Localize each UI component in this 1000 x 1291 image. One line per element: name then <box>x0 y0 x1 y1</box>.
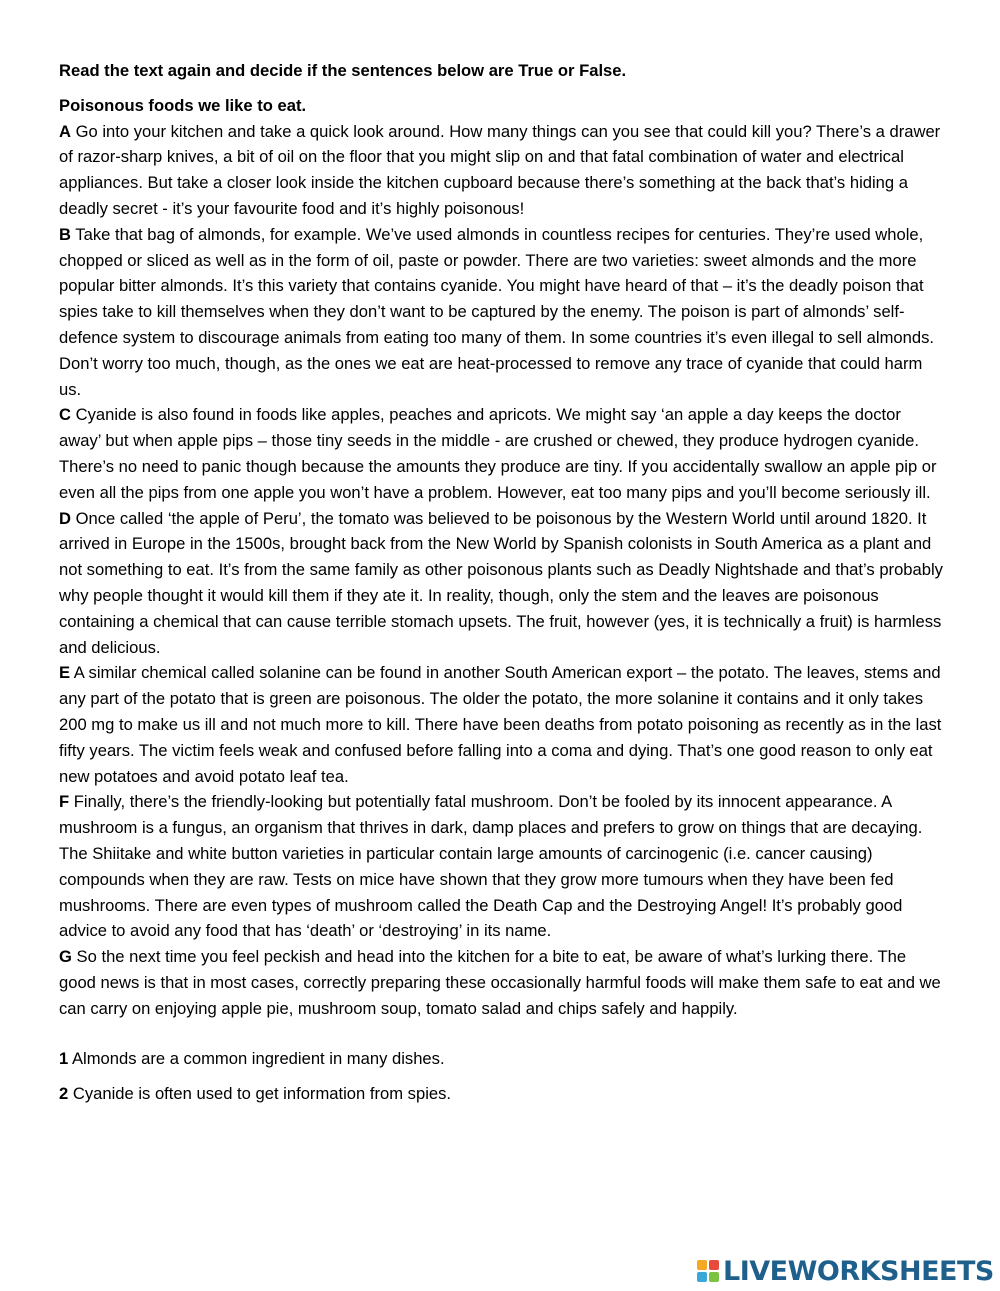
logo-square-orange <box>697 1260 707 1270</box>
question-number: 2 <box>59 1084 69 1104</box>
instruction-text: Read the text again and decide if the sentences below are True or False. <box>59 61 627 80</box>
paragraph-text: Take that bag of almonds, for example. We’ve used almonds in countless recipes for centuries. They’re used whole, chopped or sliced as well as in the form of oil, paste or powder. There are two varieties: sweet almonds and the more popular bitter almonds. It’s this variety that contains cyanide. You might have heard of that – it’s the deadly poison that spies take to kill themselves when they don’t want to be captured by the enemy. The poison is part of almonds’ self-defence system to discourage animals from eating too many of them. In some countries it’s even illegal to sell almonds. Don’t worry too much, though, as the ones we eat are heat-processed to remove any trace of cyanide that could harm us. <box>59 224 934 399</box>
question-text: Almonds are a common ingredient in many dishes. <box>71 1049 445 1069</box>
paragraph-letter: F <box>59 792 70 812</box>
question-item <box>59 1046 943 1072</box>
paragraph-text: Cyanide is also found in foods like apples, peaches and apricots. We might say ‘an apple a day keeps the doctor away’ but when apple pips – those tiny seeds in the middle - are crushed or chewed, they produce hydrogen cyanide. There’s no need to panic though because the amounts they produce are tiny. If you accidentally swallow an apple pip or even all the pips from one apple you won’t have a problem. However, eat too many pips and you’ll become seriously ill. <box>59 405 937 502</box>
paragraph-a <box>59 119 943 222</box>
paragraph-letter: G <box>59 947 72 967</box>
paragraph-b <box>59 222 943 403</box>
article-body <box>59 119 943 1022</box>
paragraph-g <box>59 944 943 1021</box>
paragraph-f <box>59 789 943 944</box>
question-number: 1 <box>59 1049 69 1069</box>
paragraph-letter: E <box>59 663 71 683</box>
logo-square-green <box>709 1272 719 1282</box>
logo-square-blue <box>697 1272 707 1282</box>
paragraph-d <box>59 506 943 661</box>
logo-square-red <box>709 1260 719 1270</box>
paragraph-e <box>59 660 943 789</box>
logo-text: LIVEWORKSHEETS <box>723 1255 994 1287</box>
paragraph-text: Finally, there’s the friendly-looking but potentially fatal mushroom. Don’t be fooled by its innocent appearance. A mushroom is a fungus, an organism that thrives in dark, damp places and prefers to grow on things that are decaying. The Shiitake and white button varieties in particular contain large amounts of carcinogenic (i.e. cancer causing) compounds when they are raw. Tests on mice have shown that they grow more tumours when they have been fed mushrooms. There are even types of mushroom called the Death Cap and the Destroying Angel! It’s probably good advice to avoid any food that has ‘death’ or ‘destroying’ in its name. <box>59 792 923 941</box>
question-text: Cyanide is often used to get information from spies. <box>72 1084 452 1104</box>
paragraph-letter: D <box>59 508 71 528</box>
question-item <box>59 1081 943 1107</box>
paragraph-letter: A <box>59 121 71 141</box>
paragraph-text: Go into your kitchen and take a quick look around. How many things can you see that could kill you? There’s a drawer of razor-sharp knives, a bit of oil on the floor that you might slip on and that fatal combination of water and electrical appliances. But take a closer look inside the kitchen cupboard because there’s something at the back that’s hiding a deadly secret - it’s your favourite food and it’s highly poisonous! <box>59 121 941 218</box>
paragraph-letter: C <box>59 405 71 425</box>
question-list <box>59 1046 943 1107</box>
paragraph-text: Once called ‘the apple of Peru’, the tomato was believed to be poisonous by the Western World until around 1820. It arrived in Europe in the 1500s, brought back from the New World by Spanish colonists in South America as a plant and not something to eat. It’s from the same family as other poisonous plants such as Deadly Nightshade and that’s probably why people thought it would kill them if they ate it. In reality, though, only the stem and the leaves are poisonous containing a chemical that can cause terrible stomach upsets. The fruit, however (yes, it is technically a fruit) is harmless and delicious. <box>59 508 943 657</box>
paragraph-c <box>59 402 943 505</box>
paragraph-text: A similar chemical called solanine can be found in another South American export – the potato. The leaves, stems and any part of the potato that is green are poisonous. The older the potato, the more solanine it contains and it only takes 200 mg to make us ill and not much more to kill. There have been deaths from potato poisoning as recently as in the last fifty years. The victim feels weak and confused before falling into a coma and dying. That’s one good reason to only eat new potatoes and avoid potato leaf tea. <box>59 663 942 786</box>
liveworksheets-logo <box>697 1255 994 1287</box>
liveworksheets-logo-icon <box>697 1260 719 1282</box>
worksheet-page <box>59 58 943 1116</box>
paragraph-letter: B <box>59 224 71 244</box>
paragraph-text: So the next time you feel peckish and head into the kitchen for a bite to eat, be aware of what’s lurking there. The good news is that in most cases, correctly preparing these occasionally harmful foods will make them safe to eat and we can carry on enjoying apple pie, mushroom soup, tomato salad and chips safely and happily. <box>59 947 941 1018</box>
article-title: Poisonous foods we like to eat. <box>59 95 307 115</box>
